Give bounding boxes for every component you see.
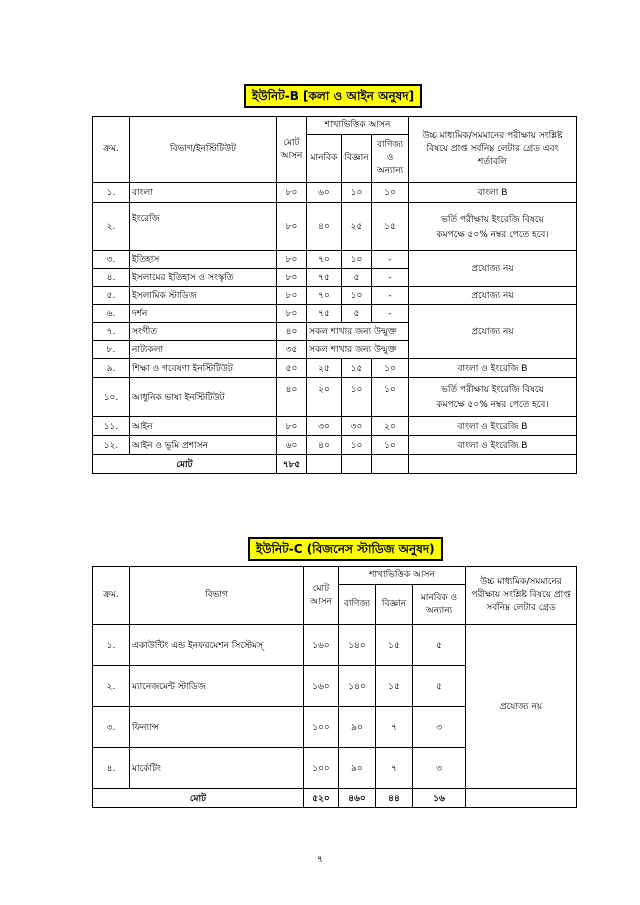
row-serial: ৪. [93, 269, 130, 287]
unit-c-header-requirement: উচ্চ মাধ্যমিক/সমমানের পরীক্ষায় সংশ্লিষ্ট বিষয়ে প্রাপ্ত সর্বনিম্ন লেটার গ্রেড [466, 567, 577, 625]
row-requirement: প্রযোজ্য নয় [409, 287, 577, 305]
row-serial: ৬. [93, 305, 130, 323]
row-humanities: ৪০ [307, 436, 342, 455]
row-science: ৫ [342, 269, 372, 287]
row-serial: ১১. [93, 417, 130, 436]
unit-b-header-humanities: মানবিক [307, 135, 342, 183]
unit-b-title: ইউনিট-B [কলা ও আইন অনুষদ] [244, 84, 422, 108]
row-dept: শিক্ষা ও গবেষণা ইনস্টিটিউট [130, 359, 277, 378]
row-serial: ৭. [93, 323, 130, 341]
row-total: ৪০ [277, 378, 307, 417]
row-humanities: ৪০ [307, 203, 342, 251]
row-science: ৭ [376, 748, 413, 789]
row-serial: ১০. [93, 378, 130, 417]
row-humanities: ৩ [413, 748, 466, 789]
row-total: ৮০ [277, 203, 307, 251]
total-label: মোট [93, 789, 304, 808]
row-humanities: ৫ [413, 666, 466, 707]
unit-b-header-total-seats: মোট আসন [277, 117, 307, 183]
row-commerce: ১৫ [372, 203, 409, 251]
table-row [93, 251, 577, 269]
row-commerce: ১০ [372, 183, 409, 203]
row-dept: মার্কেটিং [130, 748, 304, 789]
row-requirement [409, 378, 577, 417]
row-dept: ইসলামিক স্টাডিজ [130, 287, 277, 305]
row-science: ১৫ [342, 359, 372, 378]
table-row [93, 183, 577, 203]
total-science: ৪৪ [376, 789, 413, 808]
total-label: মোট [93, 455, 277, 474]
row-requirement [409, 203, 577, 251]
row-humanities: ২০ [307, 378, 342, 417]
unit-b-header-dept: বিভাগ/ইনস্টিটিউট [130, 117, 277, 183]
unit-c-table [92, 566, 577, 808]
row-all-streams: সকল শাখার জন্য উন্মুক্ত [307, 323, 409, 341]
row-dept: ইসলামের ইতিহাস ও সংস্কৃতি [130, 269, 277, 287]
row-total: ৪০ [277, 323, 307, 341]
total-value: ৭৮৫ [277, 455, 307, 474]
row-science: ১৫ [376, 666, 413, 707]
row-total: ৮০ [277, 305, 307, 323]
row-requirement: বাংলা ও ইংরেজি B [409, 417, 577, 436]
row-serial: ২. [93, 203, 130, 251]
row-humanities: ৩০ [307, 417, 342, 436]
row-requirement: বাংলা ও ইংরেজি B [409, 436, 577, 455]
row-total: ৮০ [277, 251, 307, 269]
page-number: ৭ [316, 854, 324, 865]
row-commerce: ২০ [372, 417, 409, 436]
row-humanities: ৭৫ [307, 269, 342, 287]
row-total: ৫০ [277, 359, 307, 378]
row-science: ১০ [342, 183, 372, 203]
row-commerce: - [372, 269, 409, 287]
row-science: ৭ [376, 707, 413, 748]
row-serial: ২. [93, 666, 130, 707]
row-requirement: প্রযোজ্য নয় [409, 251, 577, 287]
row-humanities: ৭৫ [307, 305, 342, 323]
row-humanities: ৬০ [307, 183, 342, 203]
row-dept: বাংলা [130, 183, 277, 203]
row-commerce: ১৪০ [339, 625, 376, 666]
unit-b-header-commerce: বাণিজ্য ও অন্যান্য [372, 135, 409, 183]
table-row [93, 417, 577, 436]
row-science: ২৫ [342, 203, 372, 251]
unit-c-header-science: বিজ্ঞান [376, 585, 413, 625]
requirement-line: কমপক্ষে ৫০% নম্বর পেতে হবে। [436, 400, 549, 410]
requirement-line: কমপক্ষে ৫০% নম্বর পেতে হবে। [436, 229, 549, 240]
row-total: ৮০ [277, 287, 307, 305]
unit-c-header-commerce: বাণিজ্য [339, 585, 376, 625]
row-all-streams: সকল শাখার জন্য উন্মুক্ত [307, 341, 409, 359]
total-row [93, 789, 577, 808]
empty-cell [409, 455, 577, 474]
table-row [93, 378, 577, 417]
row-requirement: বাংলা ও ইংরেজি B [409, 359, 577, 378]
unit-b-table [92, 116, 577, 474]
unit-c-header-stream-group: শাখাভিত্তিক আসন [339, 567, 466, 585]
table-row [93, 625, 577, 666]
row-science: ৫ [342, 305, 372, 323]
table-row [93, 203, 577, 251]
row-dept: ফিন্যান্স [130, 707, 304, 748]
unit-c-header-humanities: মানবিক ও অন্যান্য [413, 585, 466, 625]
row-commerce: ১৪০ [339, 666, 376, 707]
row-serial: ১২. [93, 436, 130, 455]
row-serial: ৩. [93, 251, 130, 269]
empty-cell [342, 455, 372, 474]
empty-cell [307, 455, 342, 474]
row-serial: ৩. [93, 707, 130, 748]
table-row [93, 305, 577, 323]
table-row [93, 359, 577, 378]
row-commerce: - [372, 305, 409, 323]
row-commerce: ১০ [372, 378, 409, 417]
row-humanities: ২৫ [307, 359, 342, 378]
total-row [93, 455, 577, 474]
row-humanities: ৭০ [307, 251, 342, 269]
row-dept: ইতিহাস [130, 251, 277, 269]
row-science: ১০ [342, 251, 372, 269]
unit-c-header-dept: বিভাগ [130, 567, 304, 625]
row-commerce: - [372, 287, 409, 305]
row-dept: আধুনিক ভাষা ইনস্টিটিউট [130, 378, 277, 417]
row-serial: ৪. [93, 748, 130, 789]
table-row [93, 436, 577, 455]
row-total: ১০০ [304, 748, 339, 789]
row-dept: আইন [130, 417, 277, 436]
total-value: ৫২০ [304, 789, 339, 808]
row-serial: ৫. [93, 287, 130, 305]
row-total: ৩৫ [277, 341, 307, 359]
row-dept: ম্যানেজমেন্ট স্টাডিজ [130, 666, 304, 707]
row-dept: সংগীত [130, 323, 277, 341]
unit-b-header-serial: ক্রম. [93, 117, 130, 183]
row-dept: নাট্যকলা [130, 341, 277, 359]
row-dept: ইংরেজি [130, 203, 277, 251]
unit-c-header-total-seats: মোট আসন [304, 567, 339, 625]
unit-b-header-science: বিজ্ঞান [342, 135, 372, 183]
row-commerce: - [372, 251, 409, 269]
row-total: ৮০ [277, 417, 307, 436]
row-science: ১০ [342, 378, 372, 417]
row-total: ১৬০ [304, 625, 339, 666]
row-serial: ১. [93, 625, 130, 666]
row-science: ১৫ [376, 625, 413, 666]
row-dept: আইন ও ভূমি প্রশাসন [130, 436, 277, 455]
row-total: ১০০ [304, 707, 339, 748]
row-serial: ৮. [93, 341, 130, 359]
row-dept: দর্শন [130, 305, 277, 323]
row-science: ৩০ [342, 417, 372, 436]
empty-cell [466, 789, 577, 808]
row-serial: ৯. [93, 359, 130, 378]
row-requirement: প্রযোজ্য নয় [466, 625, 577, 789]
row-requirement: বাংলা B [409, 183, 577, 203]
unit-b-header-stream-group: শাখাভিত্তিক আসন [307, 117, 409, 135]
row-total: ৮০ [277, 183, 307, 203]
row-total: ১৬০ [304, 666, 339, 707]
requirement-line: ভর্তি পরীক্ষায় ইংরেজি বিষয়ে [441, 385, 544, 395]
row-dept: একাউন্টিং এন্ড ইনফরমেশন সিস্টেমস্ [130, 625, 304, 666]
row-commerce: ১০ [372, 436, 409, 455]
unit-c-title: ইউনিট-C (বিজনেস স্টাডিজ অনুষদ) [248, 537, 443, 561]
requirement-line: ভর্তি পরীক্ষায় ইংরেজি বিষয়ে [441, 214, 544, 225]
row-commerce: ১০ [372, 359, 409, 378]
row-humanities: ৫ [413, 625, 466, 666]
row-commerce: ৯০ [339, 748, 376, 789]
table-row [93, 287, 577, 305]
row-total: ৮০ [277, 269, 307, 287]
unit-b-header-requirement: উচ্চ মাধ্যমিক/সমমানের পরীক্ষায় সংশ্লিষ্ট বিষয়ে প্রাপ্ত সর্বনিম্ন লেটার গ্রেড এবং শর্তাবলি [409, 117, 577, 183]
empty-cell [372, 455, 409, 474]
row-commerce: ৯০ [339, 707, 376, 748]
total-commerce: ৪৬০ [339, 789, 376, 808]
row-humanities: ৭০ [307, 287, 342, 305]
total-humanities: ১৬ [413, 789, 466, 808]
unit-c-header-serial: ক্রম. [93, 567, 130, 625]
row-humanities: ৩ [413, 707, 466, 748]
row-serial: ১. [93, 183, 130, 203]
row-total: ৬০ [277, 436, 307, 455]
row-requirement: প্রযোজ্য নয় [409, 305, 577, 359]
row-science: ১০ [342, 436, 372, 455]
row-science: ১০ [342, 287, 372, 305]
